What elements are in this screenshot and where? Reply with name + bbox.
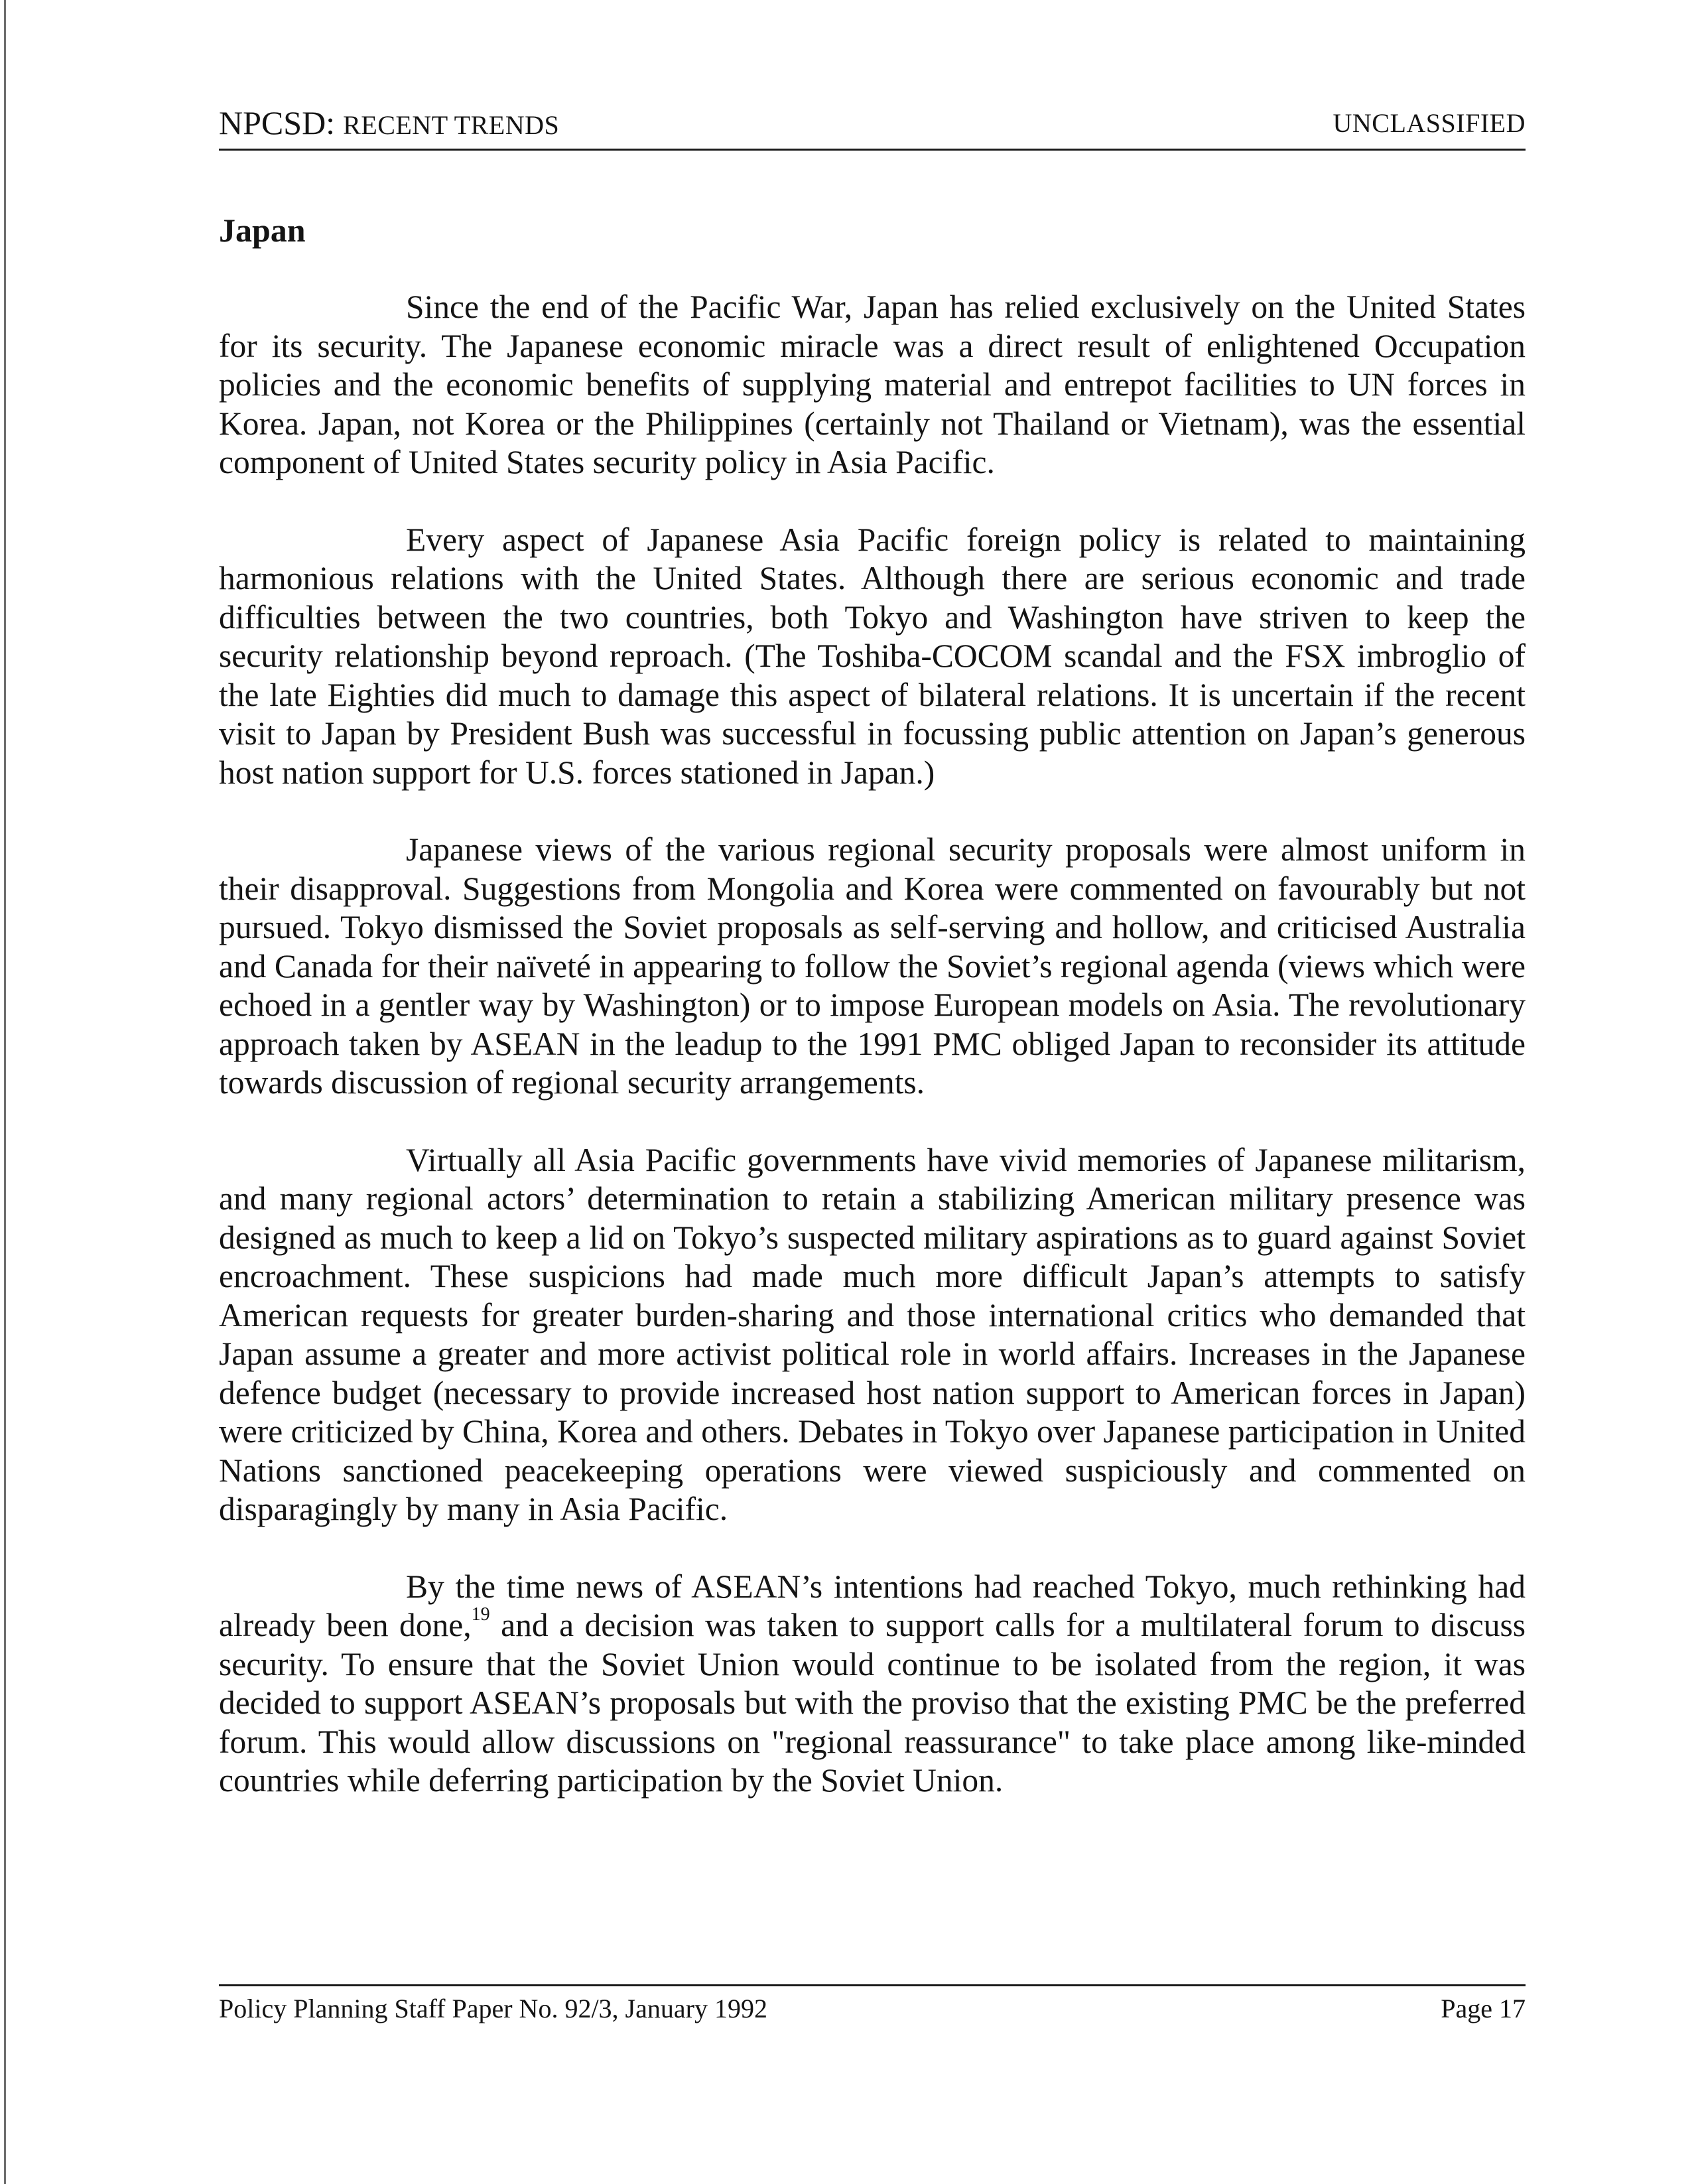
footnote-reference: 19 <box>471 1604 490 1625</box>
running-header <box>219 100 1526 151</box>
paragraph-3: Japanese views of the various regional security proposals were almost uniform in their disapproval. Suggestions from Mongolia and Korea were commented on favourably but not pursued. Tokyo dismissed the Soviet proposals as self-serving and hollow, and criticised Australia and Canada for their naïveté in appearing to follow the Soviet’s regional agenda (views which were echoed in a gentler way by Washington) or to impose European models on Asia. The revolutionary approach taken by ASEAN in the leadup to the 1991 PMC obliged Japan to reconsider its attitude towards discussion of regional security arrangements. <box>219 831 1526 1101</box>
section-heading: Japan <box>219 212 306 249</box>
document-page <box>219 0 1526 2184</box>
header-title <box>219 103 559 142</box>
header-section: RECENT TRENDS <box>343 110 560 140</box>
paragraph-5 <box>219 1568 1526 1801</box>
paragraph-4: Virtually all Asia Pacific governments have vivid memories of Japanese militarism, and many regional actors’ determination to retain a stabilizing American military presence was designed as much to keep a lid on Tokyo’s suspected military aspirations as to guard against Soviet encroachment. These suspicions had made much more difficult Japan’s attempts to satisfy American requests for greater burden-sharing and those international critics who demanded that Japan assume a greater and more activist political role in world affairs. Increases in the Japanese defence budget (necessary to provide increased host nation support to American forces in Japan) were criticized by China, Korea and others. Debates in Tokyo over Japanese participation in United Nations sanctioned peacekeeping operations were viewed suspiciously and commented on disparagingly by many in Asia Pacific. <box>219 1141 1526 1527</box>
footer-citation: Policy Planning Staff Paper No. 92/3, January 1992 <box>219 1994 767 2023</box>
paragraph-5-text-start: By the time news of ASEAN’s intentions had reached Tokyo, much rethinking had already been done, <box>219 1568 1526 1643</box>
scan-edge-line <box>4 0 6 2184</box>
paragraph-5-text-end: and a decision was taken to support calls for a multilateral forum to discuss security. To ensure that the Soviet Union would continue to be isolated from the region, it was decided to support ASEAN’s proposals but with the proviso that the existing PMC be the preferred forum. This would allow discussions on "regional reassurance" to take place among like-minded countries while deferring participation by the Soviet Union. <box>219 1607 1526 1799</box>
header-acronym: NPCSD: <box>219 104 336 141</box>
page-number: Page 17 <box>1441 1994 1526 2023</box>
paragraph-1: Since the end of the Pacific War, Japan has relied exclusively on the United States for its security. The Japanese economic miracle was a direct result of enlightened Occupation policies and the economic benefits of supplying material and entrepot facilities to UN forces in Korea. Japan, not Korea or the Philippines (certainly not Thailand or Vietnam), was the essential component of United States security policy in Asia Pacific. <box>219 289 1526 480</box>
footer-rule <box>219 1984 1526 1986</box>
body-text <box>219 288 1526 1839</box>
paragraph-2: Every aspect of Japanese Asia Pacific foreign policy is related to maintaining harmonious relations with the United States. Although there are serious economic and trade difficulties between the two countries, both Tokyo and Washington have striven to keep the security relationship beyond reproach. (The Toshiba-COCOM scandal and the FSX imbroglio of the late Eighties did much to damage this aspect of bilateral relations. It is uncertain if the recent visit to Japan by President Bush was successful in focussing public attention on Japan’s generous host nation support for U.S. forces stationed in Japan.) <box>219 521 1526 791</box>
classification-label: UNCLASSIFIED <box>1333 108 1526 138</box>
